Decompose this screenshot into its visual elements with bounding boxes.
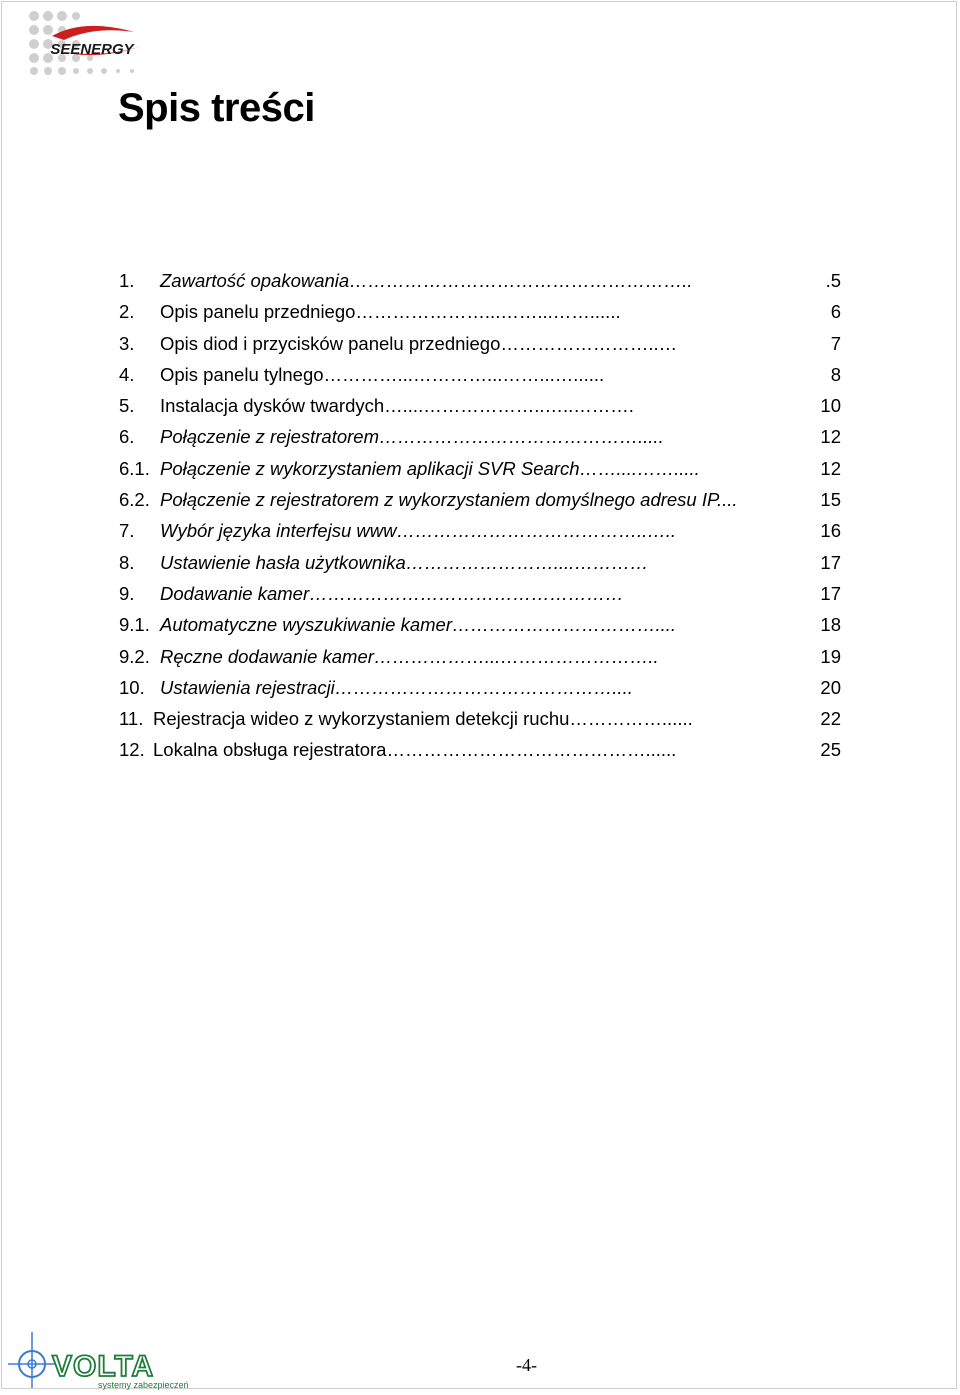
toc-entry-title-text: Ustawienia rejestracji: [160, 676, 335, 698]
toc-entry-number: 3.: [119, 332, 135, 354]
toc-entry-page: 7: [830, 328, 841, 359]
toc-entry: [119, 703, 841, 734]
toc-entry-title: [153, 734, 676, 765]
toc-entry-leader: …....………………..…..……….: [384, 395, 634, 417]
toc-entry-number: 7.: [119, 520, 135, 542]
toc-entry: [119, 484, 841, 515]
toc-entry-leader: …………...…………...……...…......: [323, 363, 605, 385]
toc-entry-title: [160, 359, 604, 390]
toc-entry-number: 9.1.: [119, 614, 150, 636]
seenergy-logo: [24, 6, 160, 78]
toc-entry-page: 6: [830, 296, 841, 327]
toc-entry-number: 12.: [119, 739, 145, 761]
volta-logo: [4, 1330, 216, 1390]
toc-entry: [119, 390, 841, 421]
toc-entry-leader: ……....…….....: [579, 457, 700, 479]
toc-entry-leader: ……………………………....: [452, 614, 677, 636]
toc-entry-title-text: Połączenie z rejestratorem z wykorzystaniem domyślnego adresu IP: [160, 489, 717, 511]
toc-entry-leader: …………………...……...……......: [355, 301, 621, 323]
toc-entry-number: 11.: [119, 708, 144, 730]
toc-entry-title: [160, 484, 738, 515]
toc-entry-leader: ……………......: [569, 708, 693, 730]
toc-entry-leader: ....: [716, 489, 738, 511]
toc-entry-title: [160, 265, 693, 296]
toc-entry-number: 2.: [119, 301, 135, 323]
toc-entry: [119, 359, 841, 390]
page-title: Spis treści: [118, 86, 315, 130]
toc-entry-page: 18: [819, 609, 841, 640]
toc-entry-page: 19: [819, 641, 841, 672]
toc-entry-title: [160, 672, 633, 703]
toc-entry-title-text: Połączenie z wykorzystaniem aplikacji SVR Search: [160, 457, 580, 479]
toc-entry-leader: ……………………………………......: [386, 739, 677, 761]
toc-entry-leader: ……………………..…: [500, 332, 678, 354]
toc-entry-page: 17: [819, 547, 841, 578]
toc-entry-title-text: Zawartość opakowania: [160, 270, 350, 291]
toc-entry-title: [160, 390, 634, 421]
toc-entry-title-text: Rejestracja wideo z wykorzystaniem detekcji ruchu: [153, 708, 570, 730]
toc-entry: [119, 265, 841, 296]
toc-entry-leader: …………………………………….....: [379, 426, 664, 448]
toc-entry-title-text: Ręczne dodawanie kamer: [160, 645, 374, 667]
toc-entry: [119, 672, 841, 703]
toc-entry-number: 6.: [119, 426, 135, 448]
toc-entry-number: 6.2.: [119, 489, 150, 511]
table-of-contents: [119, 265, 841, 766]
seenergy-logo-text: SEENERGY: [50, 41, 134, 58]
toc-entry: [119, 421, 841, 452]
volta-logo-text: VOLTA: [52, 1350, 155, 1383]
toc-entry-number: 4.: [119, 363, 135, 385]
toc-entry-title: [160, 578, 624, 609]
toc-entry-title-text: Opis diod i przycisków panelu przedniego: [160, 332, 501, 354]
toc-entry-page: 16: [819, 515, 841, 546]
toc-entry: [119, 547, 841, 578]
toc-entry-title: [160, 453, 700, 484]
toc-entry-number: 8.: [119, 551, 135, 573]
toc-entry-title: [153, 703, 693, 734]
toc-entry-title-text: Wybór języka interfejsu www: [160, 520, 397, 542]
toc-entry-page: 15: [819, 484, 841, 515]
toc-entry-leader: ………………………………………....: [334, 676, 633, 698]
toc-entry-title-text: Dodawanie kamer: [160, 582, 310, 604]
volta-logo-subtext: systemy zabezpieczeń: [98, 1380, 189, 1390]
toc-entry-title-text: Opis panelu przedniego: [160, 301, 356, 323]
toc-entry-page: 8: [830, 359, 841, 390]
toc-entry: [119, 578, 841, 609]
toc-entry: [119, 296, 841, 327]
toc-entry: [119, 453, 841, 484]
toc-entry-title: [160, 515, 676, 546]
toc-entry-page: 25: [819, 734, 841, 765]
toc-entry-number: 6.1.: [119, 457, 150, 479]
toc-entry-title: [160, 421, 664, 452]
toc-entry-title: [160, 328, 677, 359]
toc-entry-title-text: Instalacja dysków twardych: [160, 395, 385, 417]
toc-entry-page: .5: [825, 265, 841, 296]
toc-entry-page: 20: [819, 672, 841, 703]
toc-entry-number: 10.: [119, 676, 145, 698]
toc-entry-title-text: Automatyczne wyszukiwanie kamer: [160, 614, 452, 636]
toc-entry-title-text: Ustawienie hasła użytkownika: [160, 551, 406, 573]
toc-entry-title: [160, 641, 659, 672]
toc-entry-number: 1.: [119, 270, 135, 291]
toc-entry-leader: ………………………………………………..: [349, 270, 693, 291]
toc-entry-leader: ……………………………………………: [309, 582, 624, 604]
toc-entry-page: 17: [819, 578, 841, 609]
toc-entry-page: 22: [819, 703, 841, 734]
toc-entry-page: 12: [819, 421, 841, 452]
toc-entry: [119, 328, 841, 359]
toc-entry-title: [160, 609, 676, 640]
toc-entry: [119, 515, 841, 546]
toc-entry-leader: ……………………....…………: [405, 551, 649, 573]
toc-entry-number: 9.2.: [119, 645, 150, 667]
page-number: -4-: [516, 1355, 537, 1375]
toc-entry-leader: ………………...……………………..: [373, 645, 659, 667]
toc-entry-title-text: Opis panelu tylnego: [160, 363, 324, 385]
toc-entry-title-text: Lokalna obsługa rejestratora: [153, 739, 387, 761]
toc-entry-page: 10: [819, 390, 841, 421]
toc-entry: [119, 609, 841, 640]
toc-entry: [119, 734, 841, 765]
toc-entry-title: [160, 296, 621, 327]
toc-entry-title: [160, 547, 648, 578]
toc-entry: [119, 641, 841, 672]
toc-entry-page: 12: [819, 453, 841, 484]
toc-entry-number: 5.: [119, 395, 135, 417]
toc-entry-number: 9.: [119, 582, 135, 604]
toc-entry-title-text: Połączenie z rejestratorem: [160, 426, 380, 448]
toc-entry-leader: …………………………………..…..: [396, 520, 677, 542]
